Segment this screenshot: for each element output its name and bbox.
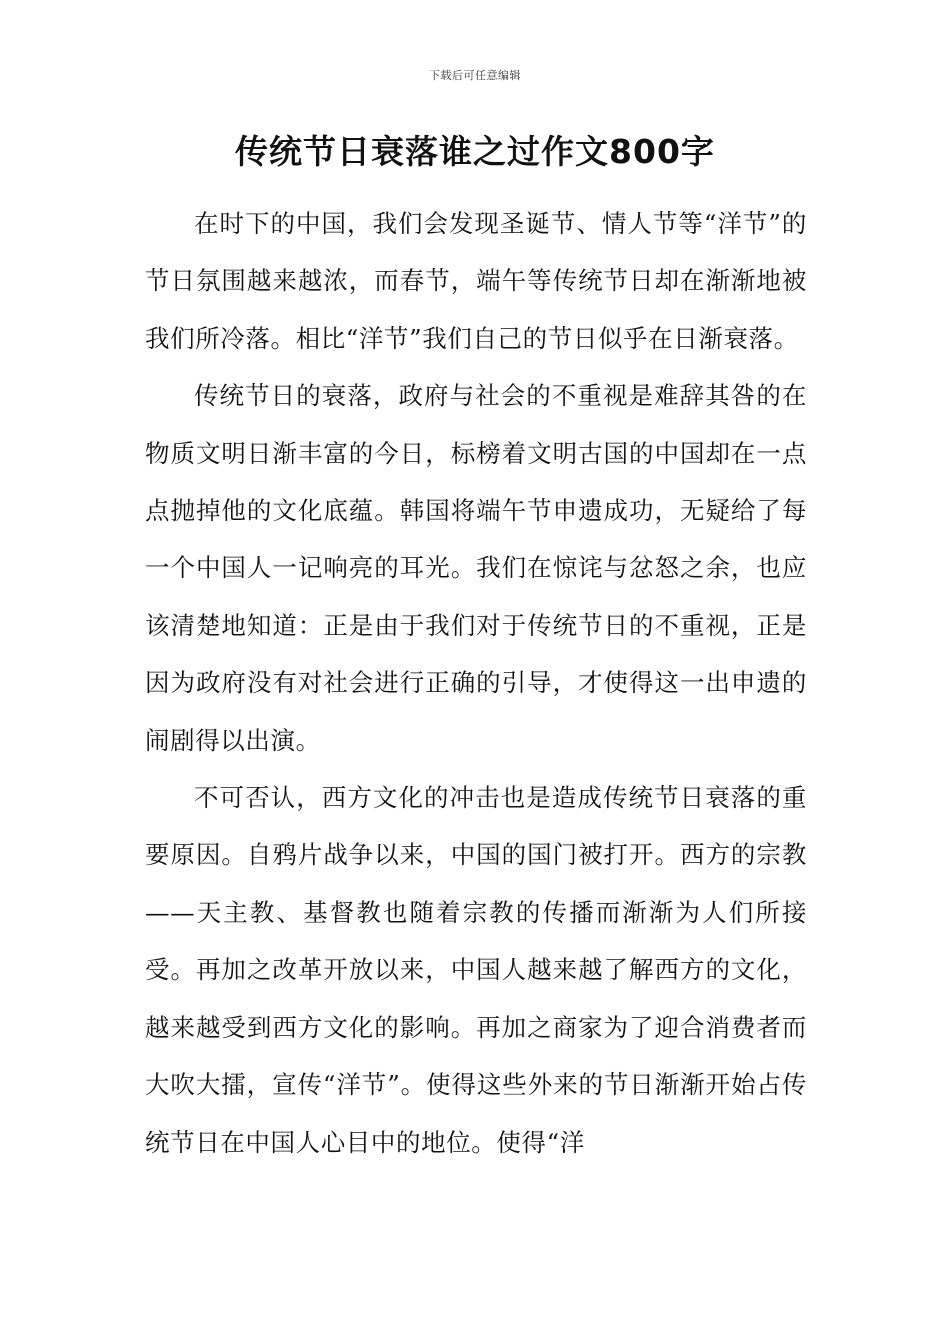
paragraph-1: 在时下的中国，我们会发现圣诞节、情人节等“洋节”的节日氛围越来越浓，而春节，端午等传统节日却在渐渐地被我们所冷落。相比“洋节”我们自己的节日似乎在日渐衰落。 bbox=[145, 209, 807, 353]
paragraph-3: 不可否认，西方文化的冲击也是造成传统节日衰落的重要原因。自鸦片战争以来，中国的国门被打开。西方的宗教——天主教、基督教也随着宗教的传播而渐渐为人们所接受。再加之改革开放以来，中国人越来越了解西方的文化，越来越受到西方文化的影响。再加之商家为了迎合消费者而大吹大擂，宣传“洋节”。使得这些外来的节日渐渐开始占传统节日在中国人心目中的地位。使得“洋 bbox=[145, 783, 807, 1157]
document-body bbox=[145, 195, 807, 1171]
paragraph-2: 传统节日的衰落，政府与社会的不重视是难辞其咎的在物质文明日渐丰富的今日，标榜着文明古国的中国却在一点点抛掉他的文化底蕴。韩国将端午节申遗成功，无疑给了每一个中国人一记响亮的耳光。我们在惊诧与忿怒之余，也应该清楚地知道：正是由于我们对于传统节日的不重视，正是因为政府没有对社会进行正确的引导，才使得这一出申遗的闹剧得以出演。 bbox=[145, 381, 807, 755]
header-note: 下载后可任意编辑 bbox=[429, 69, 521, 82]
document-title: 传统节日衰落谁之过作文800字 bbox=[235, 132, 715, 171]
